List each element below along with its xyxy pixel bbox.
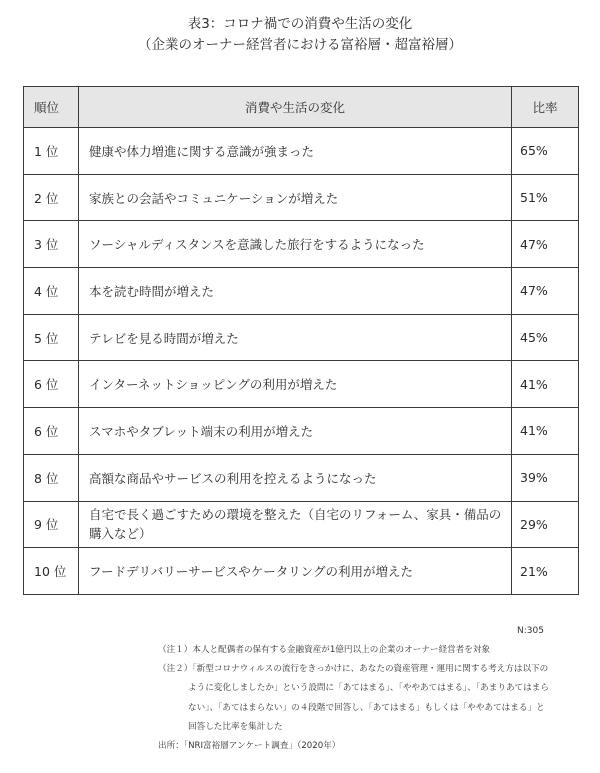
change-cell: 健康や体力増進に関する意識が強まった (79, 128, 512, 175)
table-title (0, 14, 600, 56)
ratio-cell: 45% (512, 314, 579, 361)
table-row (24, 548, 579, 595)
change-cell: 高額な商品やサービスの利用を控えるようになった (79, 454, 512, 501)
change-cell (79, 501, 512, 548)
table-row (24, 501, 579, 548)
change-cell: テレビを見る時間が増えた (79, 314, 512, 361)
change-cell: 本を読む時間が増えた (79, 268, 512, 315)
note-2-line-2: ように変化しましたか」という設問に「あてはまる」、「ややあてはまる」、「あまりあてはまら (188, 683, 549, 694)
table-row (24, 128, 579, 175)
header-change: 消費や生活の変化 (79, 87, 512, 128)
ratio-cell: 47% (512, 268, 579, 315)
rank-cell: 5 位 (24, 314, 79, 361)
table-row (24, 408, 579, 455)
note-2-line-4: 回答した比率を集計した (188, 721, 283, 732)
rank-cell: 8 位 (24, 454, 79, 501)
ratio-cell: 41% (512, 361, 579, 408)
ratio-cell: 21% (512, 548, 579, 595)
change-cell: フードデリバリーサービスやケータリングの利用が増えた (79, 548, 512, 595)
ranking-table (23, 86, 579, 595)
title-line-2: （企業のオーナー経営者における富裕層・超富裕層） (138, 37, 462, 53)
rank-cell: 3 位 (24, 221, 79, 268)
ratio-cell: 65% (512, 128, 579, 175)
table-row (24, 221, 579, 268)
rank-cell: 4 位 (24, 268, 79, 315)
note-1: （注１）本人と配偶者の保有する金融資産が1億円以上の企業のオーナー経営者を対象 (158, 645, 491, 655)
change-cell: インターネットショッピングの利用が増えた (79, 361, 512, 408)
sample-size: N:305 (517, 626, 544, 636)
source-note: 出所：「NRI富裕層アンケート調査」（2020年） (158, 741, 341, 752)
note-2-line-3: ない」、「あてはまらない」の４段階で回答し、「あてはまる」もしくは「ややあてはまる」と (188, 702, 545, 713)
ratio-cell: 39% (512, 454, 579, 501)
table-row (24, 314, 579, 361)
change-cell: ソーシャルディスタンスを意識した旅行をするようになった (79, 221, 512, 268)
table-header-row (24, 87, 579, 128)
rank-cell: 10 位 (24, 548, 79, 595)
ratio-cell: 51% (512, 174, 579, 221)
rank-cell: 2 位 (24, 174, 79, 221)
table-row (24, 174, 579, 221)
table-row (24, 268, 579, 315)
header-rank: 順位 (24, 87, 79, 128)
change-cell: スマホやタブレット端末の利用が増えた (79, 408, 512, 455)
ratio-cell: 47% (512, 221, 579, 268)
footnotes (158, 641, 578, 756)
title-line-1: 表3：コロナ禍での消費や生活の変化 (187, 16, 413, 32)
rank-cell: 6 位 (24, 361, 79, 408)
ratio-cell: 41% (512, 408, 579, 455)
header-ratio: 比率 (512, 87, 579, 128)
table-row (24, 361, 579, 408)
rank-cell: 9 位 (24, 501, 79, 548)
change-cell-text: 自宅で長く過ごすための環境を整えた（自宅のリフォーム、家具・備品の購入など） (89, 507, 502, 542)
change-cell: 家族との会話やコミュニケーションが増えた (79, 174, 512, 221)
table-row (24, 454, 579, 501)
rank-cell: 6 位 (24, 408, 79, 455)
rank-cell: 1 位 (24, 128, 79, 175)
note-2-line-1: （注２）「新型コロナウィルスの流行をきっかけに、あなたの資産管理・運用に関する考え方は以下の (158, 664, 549, 675)
ratio-cell: 29% (512, 501, 579, 548)
